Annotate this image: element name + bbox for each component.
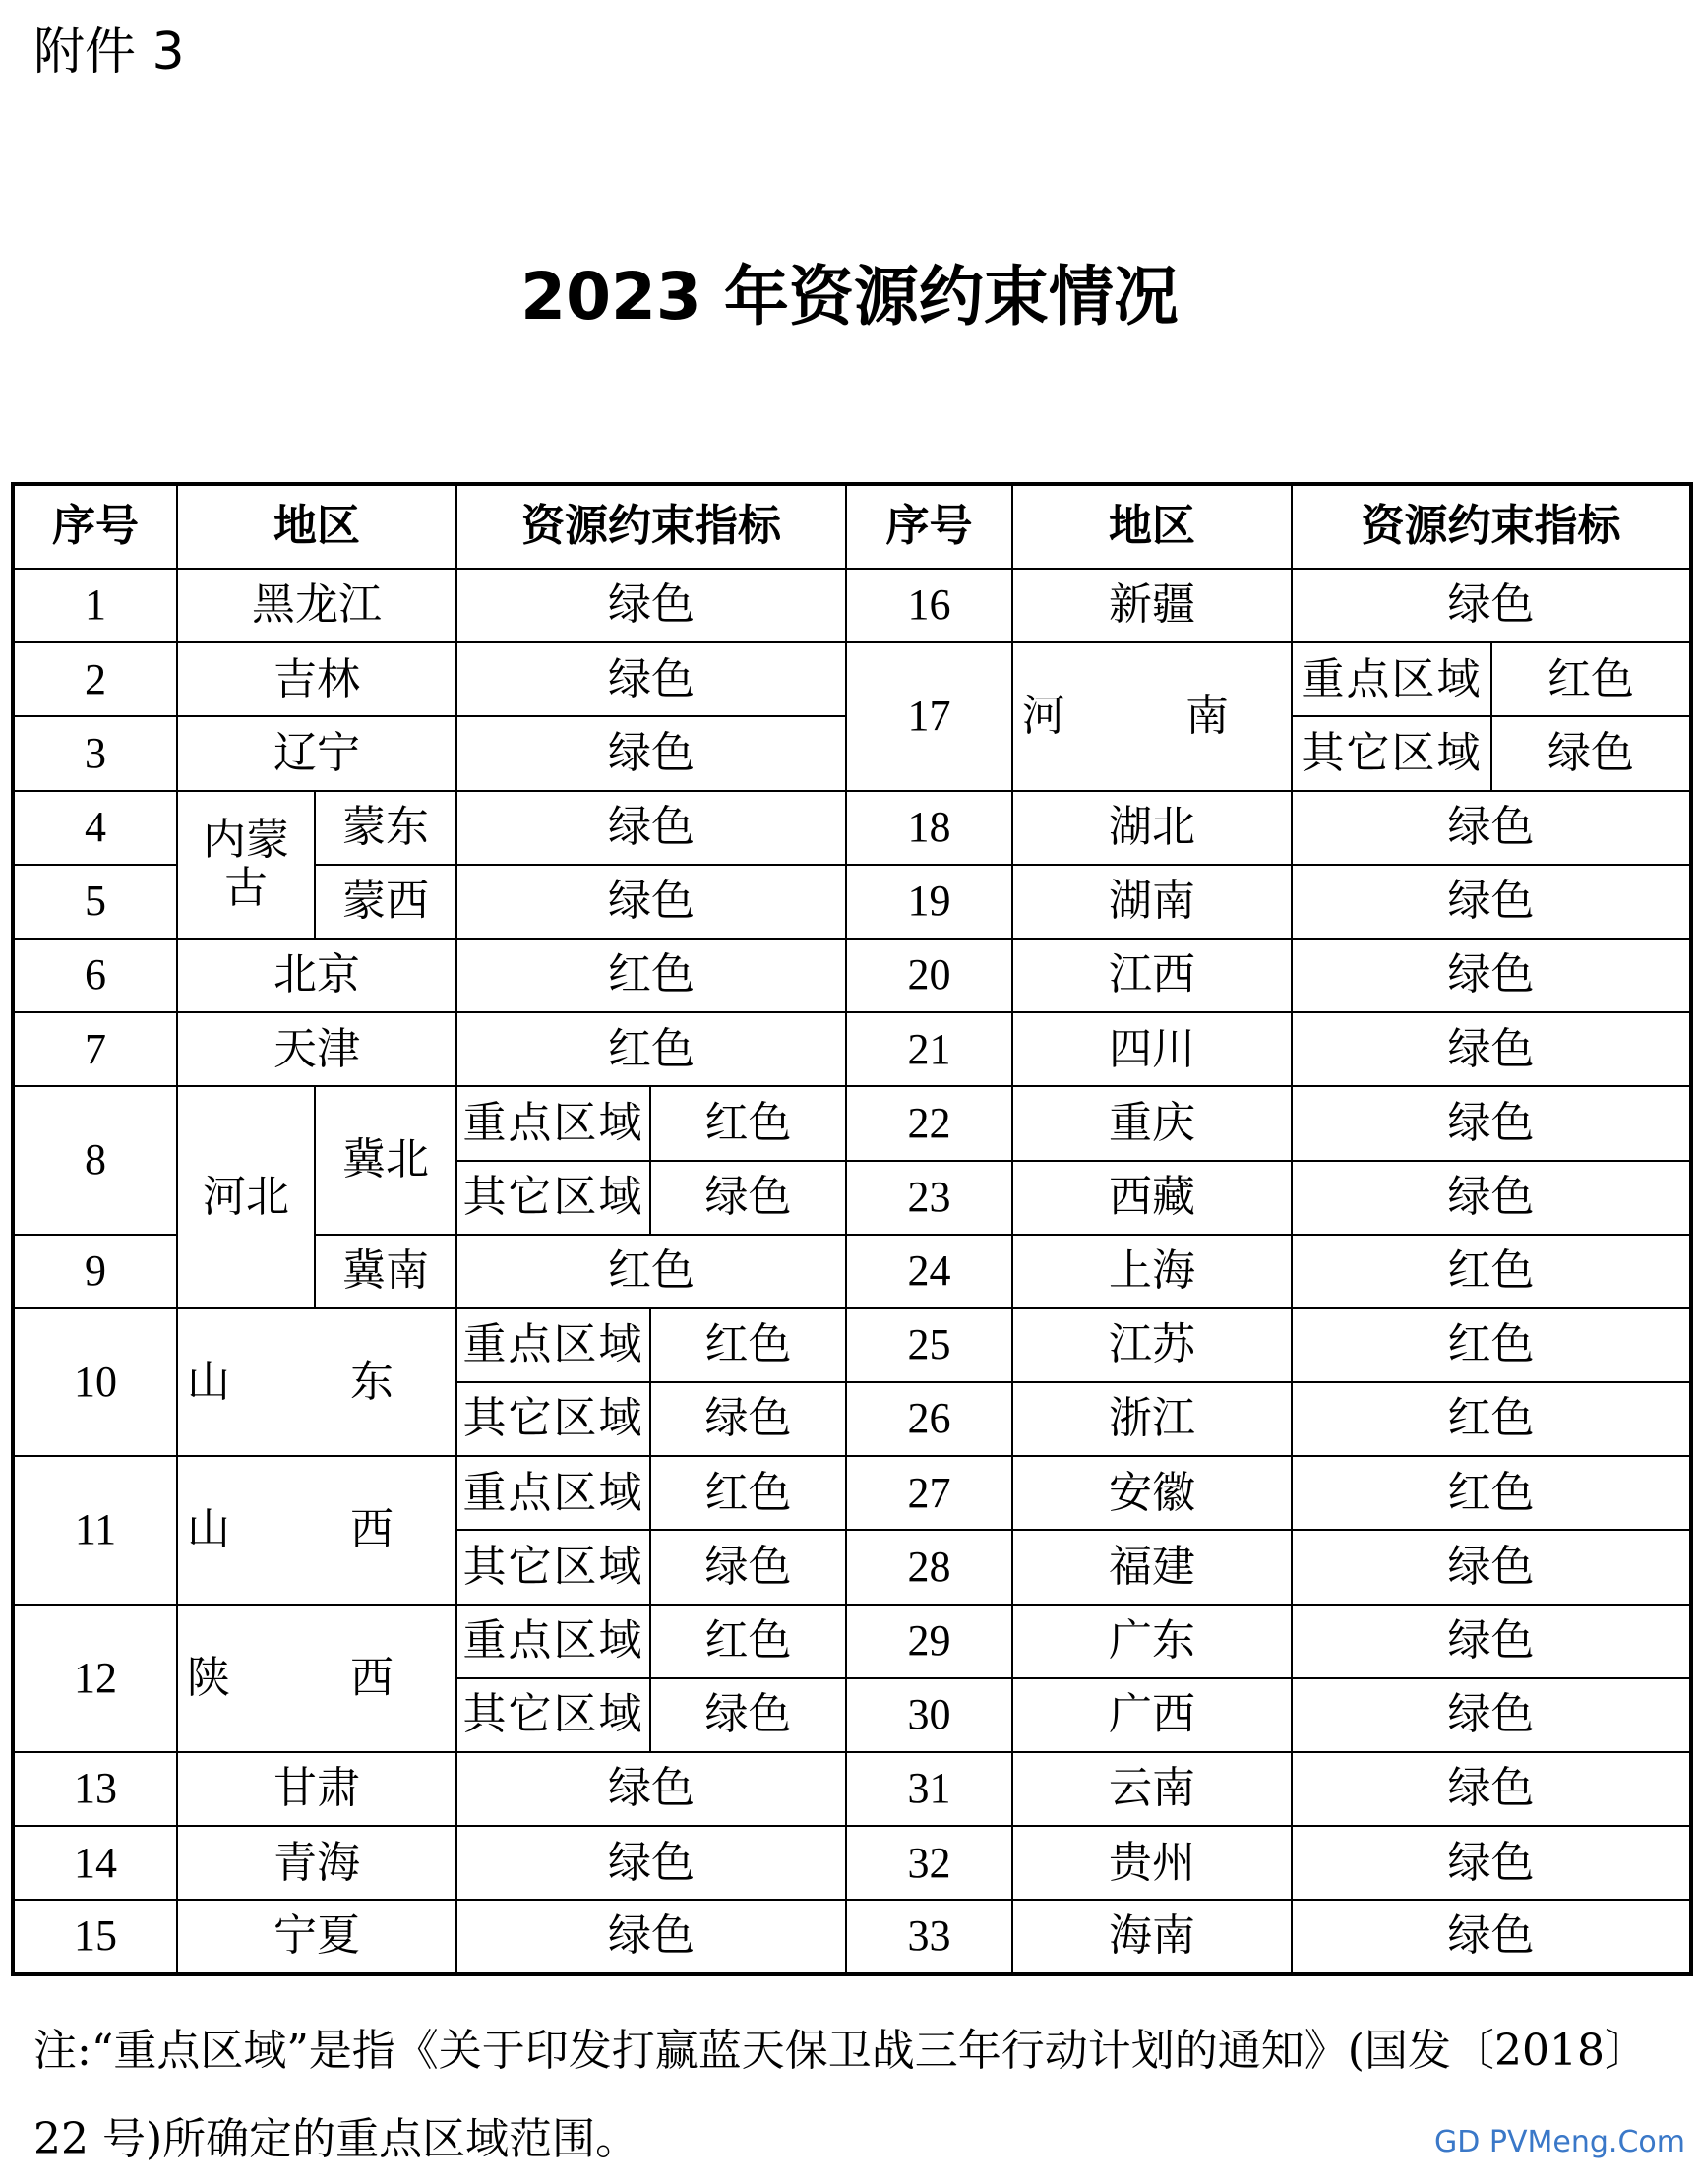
indicator-cell: 绿色 xyxy=(1292,569,1691,642)
zone-label-key: 重点区域 xyxy=(456,1605,650,1678)
region-cell: 湖南 xyxy=(1012,865,1292,939)
footnote-line-1: 注:“重点区域”是指《关于印发打赢蓝天保卫战三年行动计划的通知》(国发〔2018〕 xyxy=(33,2026,1648,2076)
seq-cell: 30 xyxy=(846,1678,1012,1752)
region-cell: 山 西 xyxy=(177,1456,456,1604)
indicator-cell: 红色 xyxy=(1292,1456,1691,1530)
seq-cell: 18 xyxy=(846,791,1012,865)
seq-cell: 33 xyxy=(846,1900,1012,1973)
indicator-cell: 绿色 xyxy=(1292,1161,1691,1235)
subregion-cell: 蒙西 xyxy=(315,865,456,939)
table-row xyxy=(13,1308,1691,1382)
indicator-cell: 绿色 xyxy=(1292,865,1691,939)
subregion-cell: 蒙东 xyxy=(315,791,456,865)
region-cell: 新疆 xyxy=(1012,569,1292,642)
indicator-cell: 红色 xyxy=(650,1086,846,1160)
indicator-cell: 绿色 xyxy=(650,1530,846,1604)
seq-cell: 13 xyxy=(13,1752,177,1826)
seq-cell: 4 xyxy=(13,791,177,865)
indicator-cell: 绿色 xyxy=(456,1752,846,1826)
seq-cell: 14 xyxy=(13,1826,177,1900)
indicator-cell: 红色 xyxy=(1491,642,1691,716)
seq-cell: 25 xyxy=(846,1308,1012,1382)
seq-cell: 26 xyxy=(846,1382,1012,1456)
table-row xyxy=(13,1826,1691,1900)
indicator-cell: 绿色 xyxy=(1292,1678,1691,1752)
table-row xyxy=(13,1900,1691,1973)
footnote xyxy=(33,2007,1667,2184)
indicator-cell: 绿色 xyxy=(1292,1826,1691,1900)
indicator-cell: 绿色 xyxy=(650,1161,846,1235)
seq-cell: 7 xyxy=(13,1012,177,1086)
subregion-cell: 冀南 xyxy=(315,1235,456,1308)
table-row xyxy=(13,642,1691,716)
seq-cell: 6 xyxy=(13,939,177,1012)
indicator-cell: 绿色 xyxy=(456,569,846,642)
indicator-cell: 绿色 xyxy=(456,716,846,790)
seq-cell: 27 xyxy=(846,1456,1012,1530)
indicator-cell: 红色 xyxy=(650,1605,846,1678)
region-cell: 河北 xyxy=(177,1086,315,1308)
table-row xyxy=(13,939,1691,1012)
seq-cell: 15 xyxy=(13,1900,177,1973)
seq-cell: 2 xyxy=(13,642,177,716)
indicator-cell: 红色 xyxy=(650,1308,846,1382)
zone-label-other: 其它区域 xyxy=(456,1382,650,1456)
region-cell: 安徽 xyxy=(1012,1456,1292,1530)
zone-label-key: 重点区域 xyxy=(456,1086,650,1160)
region-cell: 北京 xyxy=(177,939,456,1012)
seq-cell: 31 xyxy=(846,1752,1012,1826)
zone-label-key: 重点区域 xyxy=(456,1456,650,1530)
indicator-cell: 绿色 xyxy=(1292,1530,1691,1604)
seq-cell: 16 xyxy=(846,569,1012,642)
region-cell: 云南 xyxy=(1012,1752,1292,1826)
region-cell: 宁夏 xyxy=(177,1900,456,1973)
seq-cell: 20 xyxy=(846,939,1012,1012)
header-seq: 序号 xyxy=(13,484,177,569)
indicator-cell: 绿色 xyxy=(1292,1012,1691,1086)
indicator-cell: 绿色 xyxy=(650,1678,846,1752)
seq-cell: 17 xyxy=(846,642,1012,790)
zone-label-other: 其它区域 xyxy=(456,1161,650,1235)
zone-label-other: 其它区域 xyxy=(456,1678,650,1752)
seq-cell: 32 xyxy=(846,1826,1012,1900)
region-cell: 海南 xyxy=(1012,1900,1292,1973)
table-row xyxy=(13,1456,1691,1530)
indicator-cell: 绿色 xyxy=(1292,1752,1691,1826)
region-cell: 重庆 xyxy=(1012,1086,1292,1160)
indicator-cell: 绿色 xyxy=(456,642,846,716)
region-cell: 内蒙古 xyxy=(177,791,315,939)
indicator-cell: 红色 xyxy=(1292,1235,1691,1308)
watermark: GD PVMeng.Com xyxy=(1434,2125,1685,2159)
indicator-cell: 绿色 xyxy=(1292,1605,1691,1678)
seq-cell: 28 xyxy=(846,1530,1012,1604)
indicator-cell: 绿色 xyxy=(1292,1900,1691,1973)
region-cell: 广西 xyxy=(1012,1678,1292,1752)
indicator-cell: 绿色 xyxy=(1292,1086,1691,1160)
seq-cell: 11 xyxy=(13,1456,177,1604)
region-cell: 四川 xyxy=(1012,1012,1292,1086)
region-cell: 上海 xyxy=(1012,1235,1292,1308)
subregion-cell: 冀北 xyxy=(315,1086,456,1234)
seq-cell: 9 xyxy=(13,1235,177,1308)
seq-cell: 1 xyxy=(13,569,177,642)
region-cell: 广东 xyxy=(1012,1605,1292,1678)
region-cell: 山 东 xyxy=(177,1308,456,1456)
zone-label-key: 重点区域 xyxy=(456,1308,650,1382)
indicator-cell: 绿色 xyxy=(1491,716,1691,790)
table-row xyxy=(13,791,1691,865)
region-cell: 青海 xyxy=(177,1826,456,1900)
table-row xyxy=(13,1752,1691,1826)
attachment-label: 附件 3 xyxy=(33,23,185,82)
region-cell: 陕 西 xyxy=(177,1605,456,1752)
seq-cell: 3 xyxy=(13,716,177,790)
region-cell: 湖北 xyxy=(1012,791,1292,865)
seq-cell: 10 xyxy=(13,1308,177,1456)
region-cell: 福建 xyxy=(1012,1530,1292,1604)
indicator-cell: 绿色 xyxy=(650,1382,846,1456)
table-row xyxy=(13,1605,1691,1678)
seq-cell: 21 xyxy=(846,1012,1012,1086)
region-cell: 吉林 xyxy=(177,642,456,716)
indicator-cell: 绿色 xyxy=(456,865,846,939)
region-cell: 江西 xyxy=(1012,939,1292,1012)
header-indicator: 资源约束指标 xyxy=(456,484,846,569)
region-cell: 辽宁 xyxy=(177,716,456,790)
indicator-cell: 红色 xyxy=(456,939,846,1012)
region-cell: 江苏 xyxy=(1012,1308,1292,1382)
footnote-line-2: 22 号)所确定的重点区域范围。 xyxy=(33,2114,639,2164)
zone-label-other: 其它区域 xyxy=(1292,716,1491,790)
seq-cell: 19 xyxy=(846,865,1012,939)
zone-label-key: 重点区域 xyxy=(1292,642,1491,716)
indicator-cell: 红色 xyxy=(456,1235,846,1308)
region-cell: 甘肃 xyxy=(177,1752,456,1826)
indicator-cell: 绿色 xyxy=(456,1900,846,1973)
indicator-cell: 红色 xyxy=(1292,1308,1691,1382)
seq-cell: 29 xyxy=(846,1605,1012,1678)
indicator-cell: 绿色 xyxy=(456,791,846,865)
region-cell: 贵州 xyxy=(1012,1826,1292,1900)
region-cell: 浙江 xyxy=(1012,1382,1292,1456)
seq-cell: 22 xyxy=(846,1086,1012,1160)
header-region: 地区 xyxy=(177,484,456,569)
indicator-cell: 红色 xyxy=(456,1012,846,1086)
indicator-cell: 绿色 xyxy=(1292,791,1691,865)
table-row xyxy=(13,1012,1691,1086)
region-cell: 河 南 xyxy=(1012,642,1292,790)
indicator-cell: 红色 xyxy=(1292,1382,1691,1456)
header-indicator-right: 资源约束指标 xyxy=(1292,484,1691,569)
zone-label-other: 其它区域 xyxy=(456,1530,650,1604)
indicator-cell: 绿色 xyxy=(1292,939,1691,1012)
region-cell: 黑龙江 xyxy=(177,569,456,642)
table-row xyxy=(13,1086,1691,1160)
document-title: 2023 年资源约束情况 xyxy=(520,259,1179,334)
seq-cell: 23 xyxy=(846,1161,1012,1235)
seq-cell: 8 xyxy=(13,1086,177,1234)
seq-cell: 12 xyxy=(13,1605,177,1752)
seq-cell: 24 xyxy=(846,1235,1012,1308)
seq-cell: 5 xyxy=(13,865,177,939)
indicator-cell: 绿色 xyxy=(456,1826,846,1900)
indicator-cell: 红色 xyxy=(650,1456,846,1530)
region-cell: 西藏 xyxy=(1012,1161,1292,1235)
header-region-right: 地区 xyxy=(1012,484,1292,569)
header-seq-right: 序号 xyxy=(846,484,1012,569)
resource-constraint-table xyxy=(11,482,1693,1976)
region-cell: 天津 xyxy=(177,1012,456,1086)
header-row xyxy=(13,484,1691,569)
table-row xyxy=(13,569,1691,642)
